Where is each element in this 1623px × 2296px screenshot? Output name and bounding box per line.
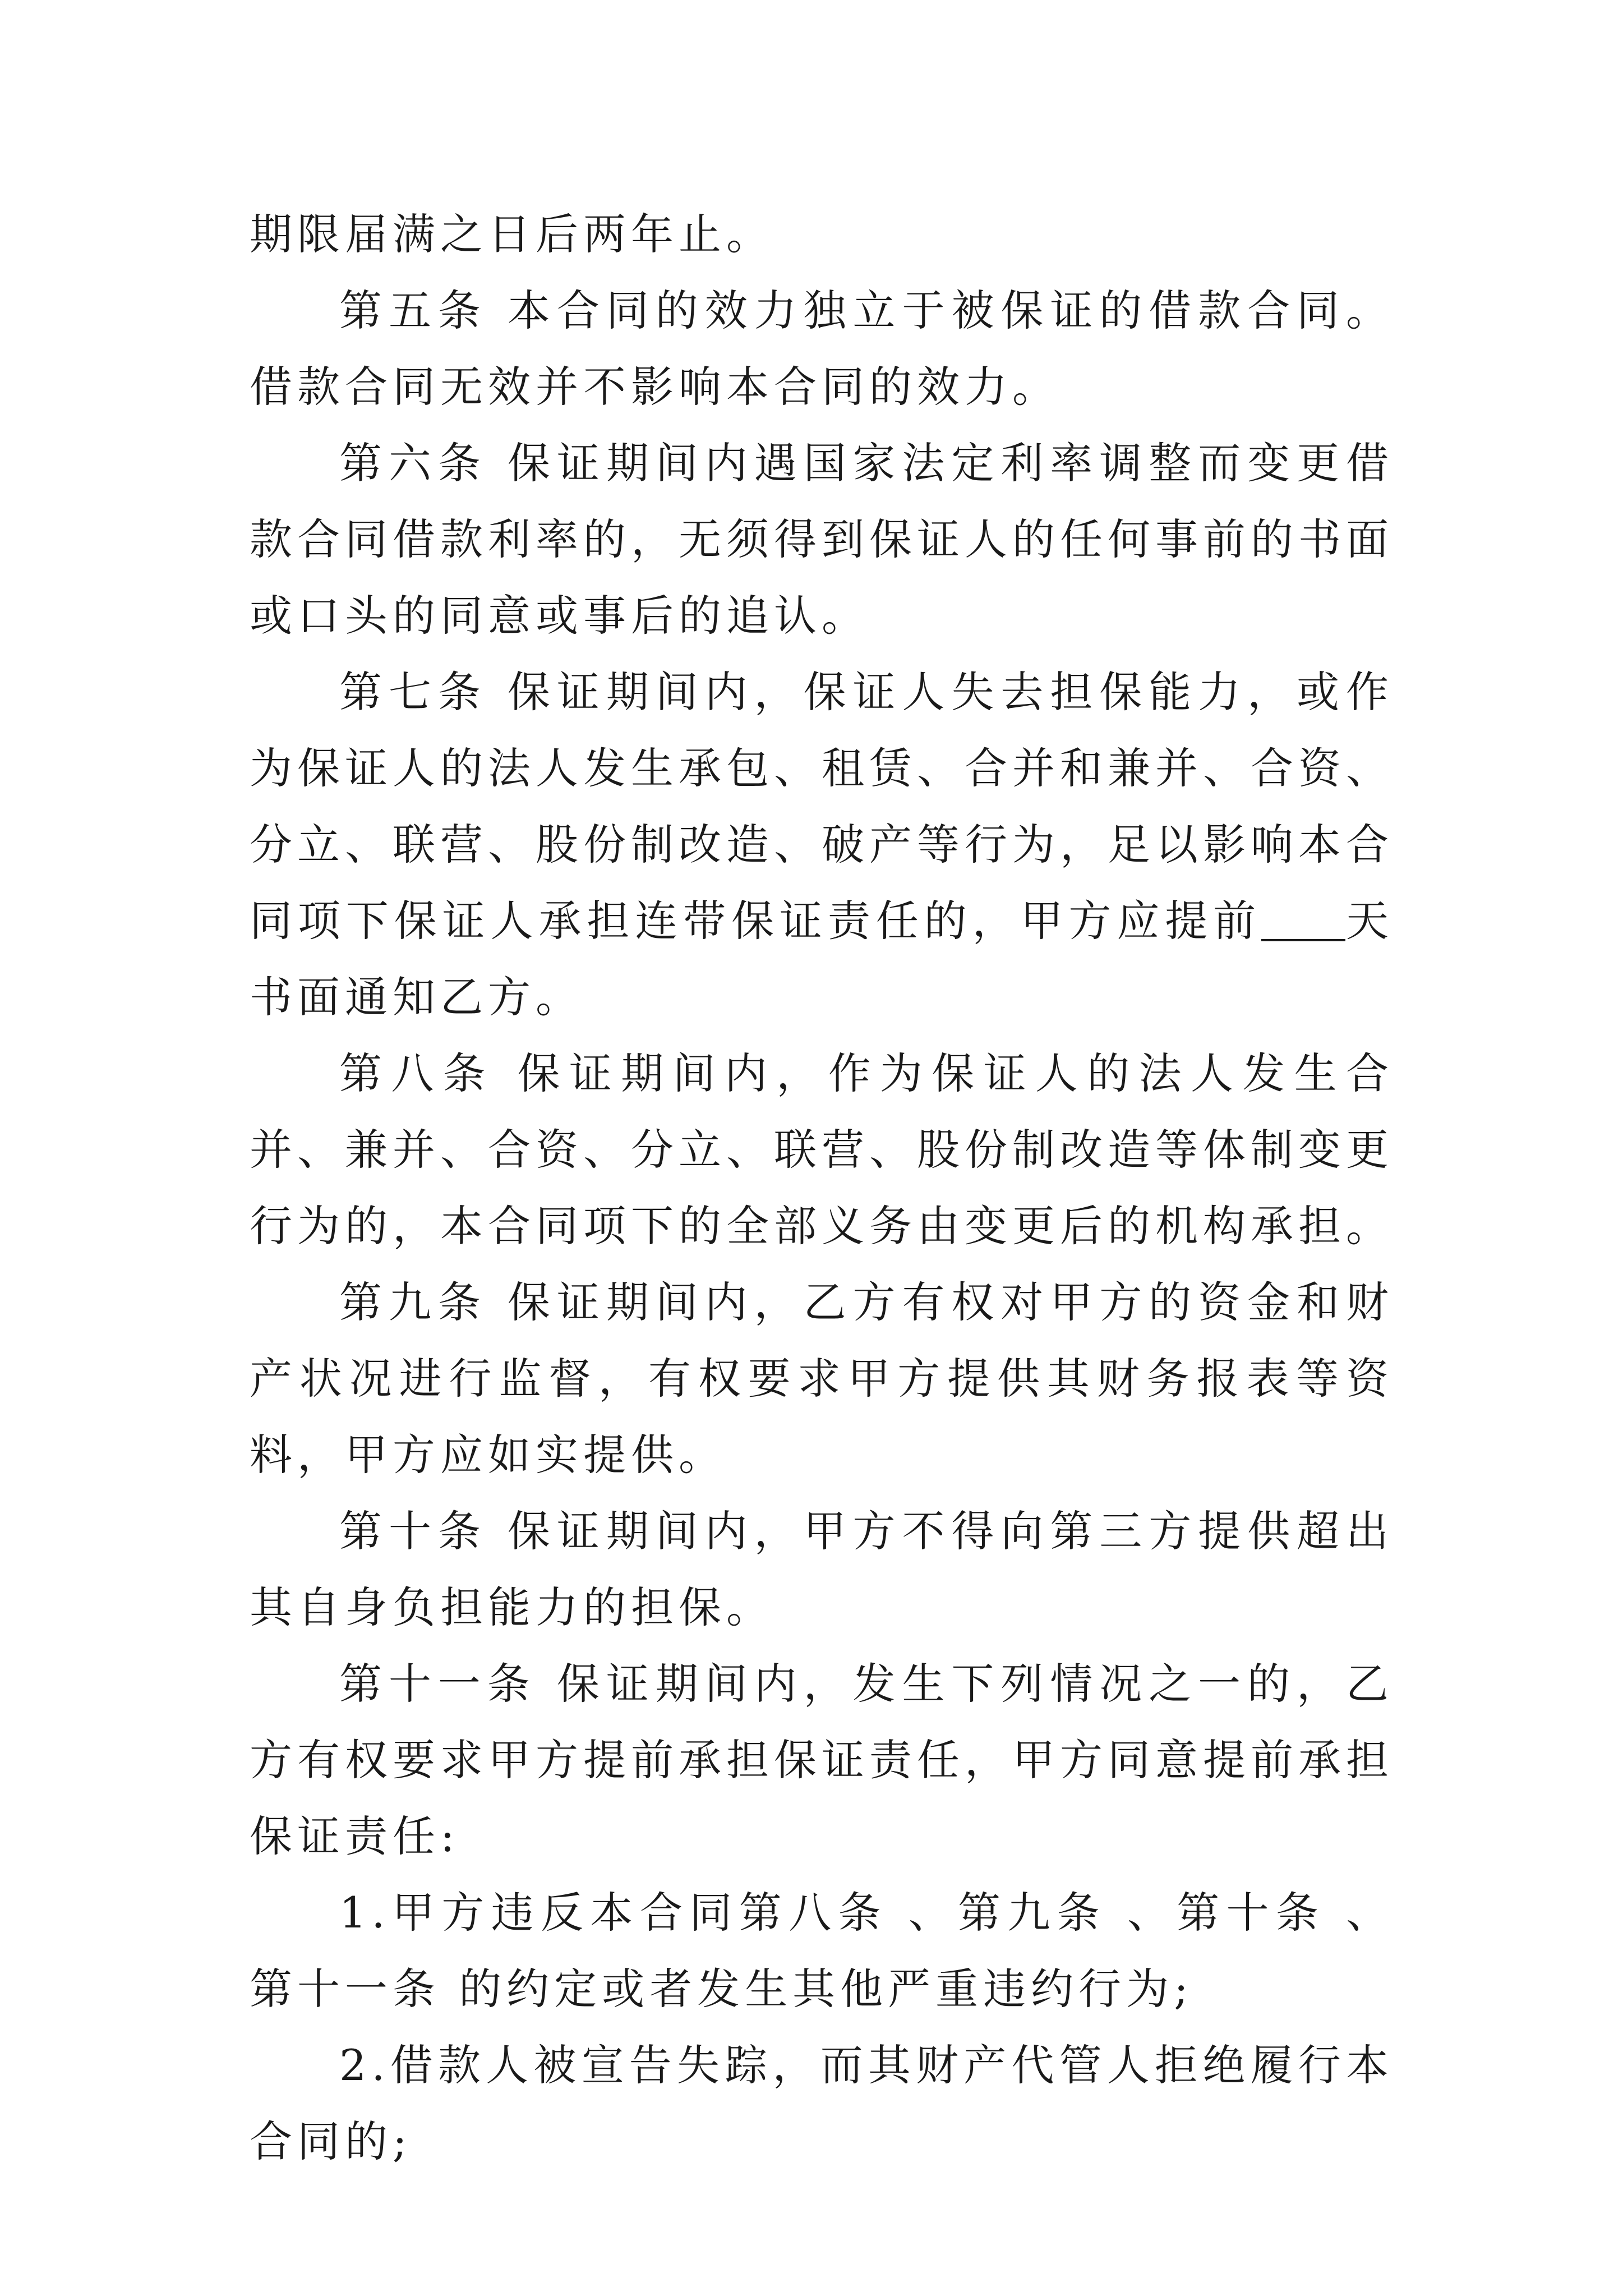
- days-blank-field: [1261, 896, 1345, 941]
- paragraph-article-11: 第十一条 保证期间内，发生下列情况之一的，乙方有权要求甲方提前承担保证责任，甲方同意提前承担保证责任:: [250, 1659, 1394, 1861]
- paragraph-article-6: 第六条 保证期间内遇国家法定利率调整而变更借款合同借款利率的，无须得到保证人的任何事前的书面或口头的同意或事后的追认。: [250, 438, 1394, 641]
- list-item-2: 2.借款人被宣告失踪，而其财产代管人拒绝履行本合同的;: [250, 2040, 1394, 2166]
- article-7-text: 第七条 保证期间内，保证人失去担保能力，或作为保证人的法人发生承包、租赁、合并和兼并、合资、分立、联营、股份制改造、破产等行为，足以影响本合同项下保证人承担连带保证责任的，甲方应提前: [250, 667, 1394, 946]
- paragraph-article-8: 第八条 保证期间内，作为保证人的法人发生合并、兼并、合资、分立、联营、股份制改造等体制变更行为的，本合同项下的全部义务由变更后的机构承担。: [250, 1048, 1394, 1251]
- paragraph-article-7: [250, 654, 1394, 1036]
- paragraph-article-10: 第十条 保证期间内，甲方不得向第三方提供超出其自身负担能力的担保。: [250, 1506, 1394, 1632]
- article-7-text-end: 天书面通知乙方。: [250, 896, 1394, 1022]
- paragraph-term-end: 期限届满之日后两年止。: [250, 209, 774, 259]
- list-item-1: 1.甲方违反本合同第八条 、第九条 、第十条 、第十一条 的约定或者发生其他严重违约行为;: [250, 1888, 1394, 2014]
- contract-body: [250, 196, 1394, 2180]
- paragraph-article-9: 第九条 保证期间内，乙方有权对甲方的资金和财产状况进行监督，有权要求甲方提供其财务报表等资料，甲方应如实提供。: [250, 1277, 1394, 1480]
- paragraph-article-5: 第五条 本合同的效力独立于被保证的借款合同。借款合同无效并不影响本合同的效力。: [250, 286, 1394, 412]
